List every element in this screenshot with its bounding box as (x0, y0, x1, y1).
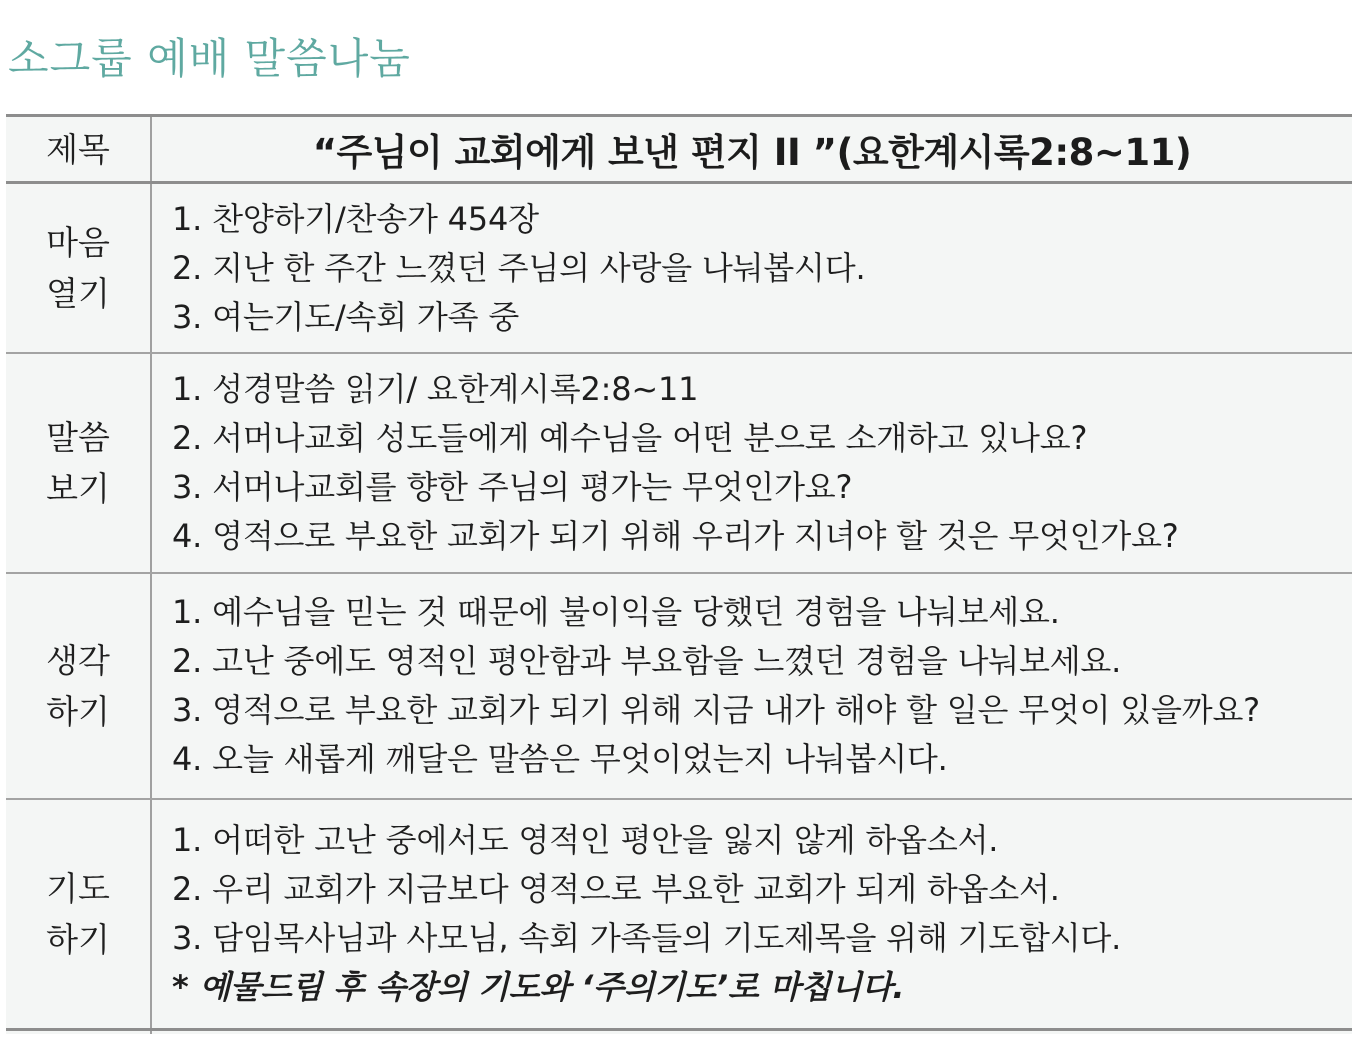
table-bottom-rule (6, 1028, 1352, 1031)
section-open-heart (6, 184, 1352, 352)
section-read-word (6, 354, 1352, 572)
title-row (6, 117, 1352, 181)
page-title: 소그룹 예배 말씀나눔 (8, 34, 411, 83)
list-item: 3. 여는기도/속회 가족 중 (172, 297, 520, 336)
sermon-title: “주님이 교회에게 보낸 편지 II ”(요한계시록2:8~11) (312, 131, 1192, 174)
section-label-line: 기도 (46, 869, 110, 908)
section-label-line: 하기 (46, 692, 110, 731)
section-items (172, 354, 1342, 572)
section-label (6, 184, 150, 352)
list-item: 2. 지난 한 주간 느꼈던 주님의 사랑을 나눠봅시다. (172, 248, 866, 287)
section-label-line: 말씀 (46, 418, 110, 457)
list-item: 3. 담임목사님과 사모님, 속회 가족들의 기도제목을 위해 기도합시다. (172, 919, 1122, 957)
title-label (6, 117, 150, 181)
section-label-line: 마음 (46, 223, 110, 262)
section-pray (6, 800, 1352, 1028)
list-item: 4. 영적으로 부요한 교회가 되기 위해 우리가 지녀야 할 것은 무엇인가요? (172, 517, 1179, 555)
list-item: 3. 영적으로 부요한 교회가 되기 위해 지금 내가 해야 할 일은 무엇이 있을까요? (172, 691, 1260, 729)
section-items (172, 574, 1342, 798)
section-label-line: 보기 (46, 469, 110, 508)
section-label (6, 574, 150, 798)
list-item: 2. 서머나교회 성도들에게 예수님을 어떤 분으로 소개하고 있나요? (172, 419, 1088, 457)
list-item: 2. 고난 중에도 영적인 평안함과 부요함을 느꼈던 경험을 나눠보세요. (172, 642, 1122, 680)
section-label-line: 열기 (46, 274, 110, 313)
list-item: 1. 어떠한 고난 중에서도 영적인 평안을 잃지 않게 하옵소서. (172, 821, 999, 859)
list-item: 1. 예수님을 믿는 것 때문에 불이익을 당했던 경험을 나눠보세요. (172, 593, 1060, 631)
section-items (172, 184, 1342, 352)
list-item: 4. 오늘 새롭게 깨달은 말씀은 무엇이었는지 나눠봅시다. (172, 740, 948, 778)
closing-note: * 예물드림 후 속장의 기도와 ‘주의기도’로 마칩니다. (172, 968, 905, 1006)
worship-sharing-table (6, 114, 1352, 1034)
list-item: 1. 성경말씀 읽기/ 요한계시록2:8~11 (172, 370, 699, 408)
title-label-text: 제목 (46, 129, 110, 169)
section-items (172, 800, 1342, 1028)
section-reflect (6, 574, 1352, 798)
section-label-line: 생각 (46, 641, 110, 680)
section-label (6, 800, 150, 1028)
section-label (6, 354, 150, 572)
list-item: 1. 찬양하기/찬송가 454장 (172, 199, 539, 238)
list-item: 3. 서머나교회를 향한 주님의 평가는 무엇인가요? (172, 468, 853, 506)
section-label-line: 하기 (46, 920, 110, 959)
list-item: 2. 우리 교회가 지금보다 영적으로 부요한 교회가 되게 하옵소서. (172, 870, 1060, 908)
